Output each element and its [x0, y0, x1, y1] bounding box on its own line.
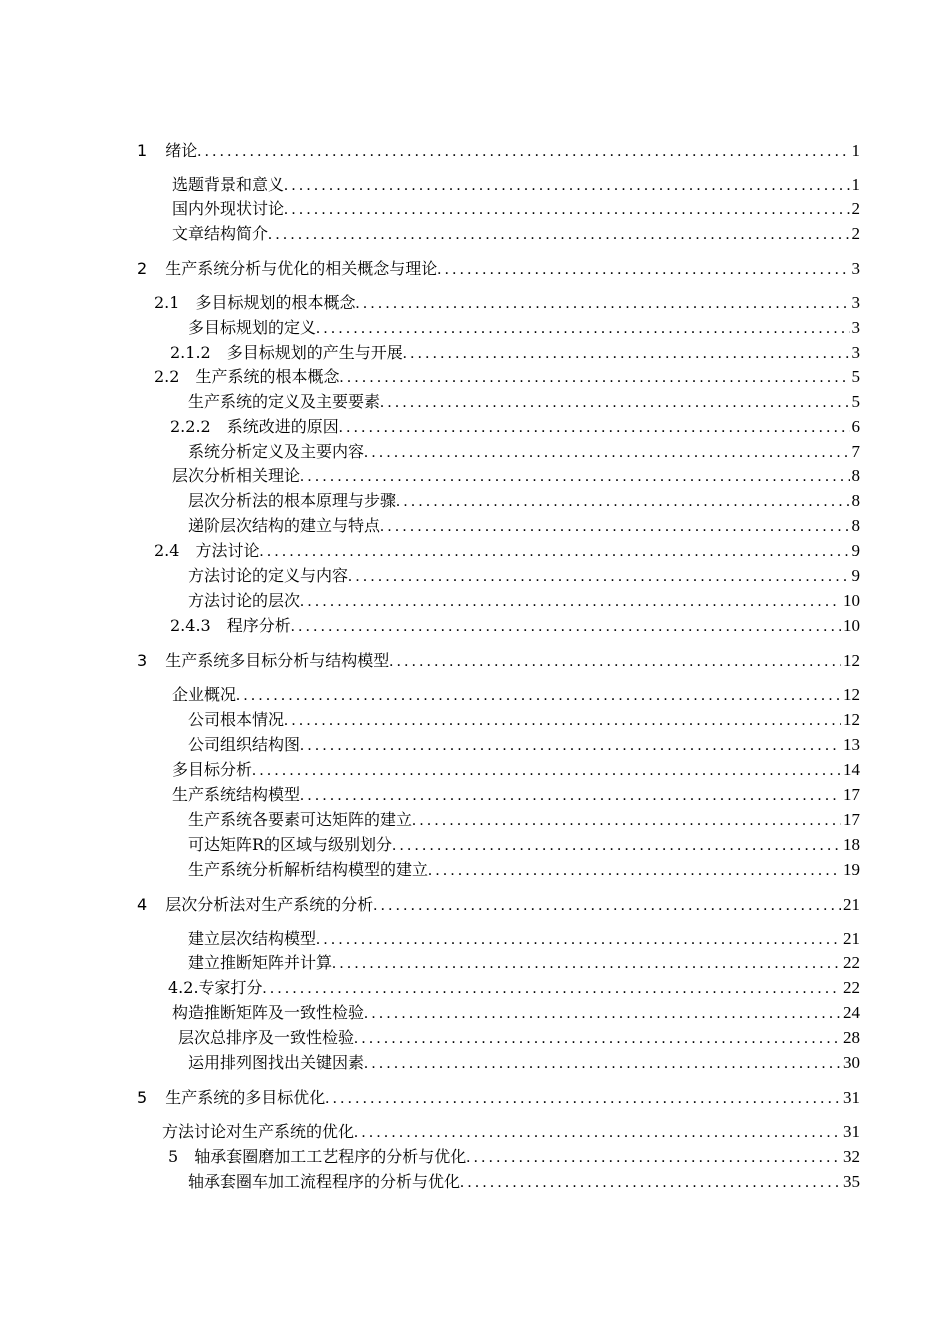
- toc-entry-title: 多目标分析: [172, 760, 253, 779]
- toc-entry-title: 生产系统结构模型: [172, 785, 301, 804]
- toc-dot-leader: [252, 759, 841, 783]
- toc-page-number: 14: [843, 760, 860, 779]
- toc-page-number: 12: [843, 710, 860, 729]
- toc-page-number: 13: [843, 735, 860, 754]
- toc-entry-number: 2.4: [154, 541, 180, 560]
- toc-page-number: 28: [843, 1028, 860, 1047]
- toc-entry[interactable]: [188, 514, 860, 538]
- toc-entry-number: 2.4.3: [170, 616, 211, 635]
- toc-entry-title: 层次分析法对生产系统的分析: [165, 895, 374, 914]
- toc-entry[interactable]: [172, 683, 860, 707]
- toc-entry[interactable]: [170, 614, 860, 638]
- toc-entry[interactable]: [137, 893, 860, 917]
- toc-dot-leader: [300, 590, 841, 614]
- toc-entry-title: 层次分析相关理论: [172, 466, 301, 485]
- toc-entry-title: 生产系统的多目标优化: [165, 1088, 326, 1107]
- toc-page-number: 1: [851, 141, 860, 160]
- toc-page-number: 30: [843, 1053, 860, 1072]
- toc-entry-title: 轴承套圈车加工流程程序的分析与优化: [188, 1172, 461, 1191]
- toc-entry[interactable]: [172, 1001, 860, 1025]
- toc-entry[interactable]: [188, 733, 860, 757]
- toc-entry-title: 企业概况: [172, 685, 237, 704]
- toc-page-number: 24: [843, 1003, 860, 1022]
- toc-entry[interactable]: [172, 173, 860, 197]
- toc-dot-leader: [291, 615, 841, 639]
- toc-entry[interactable]: [188, 489, 860, 513]
- toc-page-number: 21: [843, 929, 860, 948]
- toc-dot-leader: [412, 809, 841, 833]
- toc-page-number: 1: [851, 175, 860, 194]
- toc-entry-title: 方法讨论: [195, 541, 260, 560]
- toc-entry-title: 可达矩阵R的区域与级别划分: [188, 835, 393, 854]
- toc-entry-title: 生产系统的定义及主要要素: [188, 392, 381, 411]
- toc-dot-leader: [316, 317, 849, 341]
- toc-dot-leader: [380, 391, 849, 415]
- toc-dot-leader: [364, 1002, 841, 1026]
- toc-entry-title: 选题背景和意义: [172, 175, 285, 194]
- toc-entry[interactable]: [137, 139, 860, 163]
- toc-page-number: 18: [843, 835, 860, 854]
- toc-dot-leader: [300, 465, 849, 489]
- toc-entry-title: 方法讨论的定义与内容: [188, 566, 349, 585]
- toc-page-number: 35: [843, 1172, 860, 1191]
- toc-dot-leader: [236, 684, 841, 708]
- toc-dot-leader: [392, 834, 841, 858]
- toc-entry[interactable]: [188, 440, 860, 464]
- toc-page-number: 5: [851, 392, 860, 411]
- toc-entry[interactable]: [188, 589, 860, 613]
- toc-page-number: 3: [851, 343, 860, 362]
- toc-dot-leader: [354, 1121, 841, 1145]
- toc-entry-title: 构造推断矩阵及一致性检验: [172, 1003, 365, 1022]
- toc-entry[interactable]: [154, 539, 860, 563]
- toc-entry-title: 建立层次结构模型: [188, 929, 317, 948]
- toc-dot-leader: [437, 258, 849, 282]
- toc-entry-title: 方法讨论对生产系统的优化: [162, 1122, 355, 1141]
- toc-entry-title: 轴承套圈磨加工工艺程序的分析与优化: [194, 1147, 467, 1166]
- toc-entry[interactable]: [188, 316, 860, 340]
- toc-page-number: 6: [851, 417, 860, 436]
- toc-entry-title: 4.2.专家打分: [168, 978, 263, 997]
- toc-dot-leader: [466, 1146, 841, 1170]
- toc-dot-leader: [284, 198, 849, 222]
- toc-page-number: 3: [851, 318, 860, 337]
- toc-entry-title: 多目标规划的定义: [188, 318, 317, 337]
- toc-entry-title: 方法讨论的层次: [188, 591, 301, 610]
- toc-entry-number: 3: [137, 651, 148, 670]
- toc-entry-title: 程序分析: [226, 616, 291, 635]
- toc-page-number: 2: [851, 224, 860, 243]
- toc-page-number: 5: [851, 367, 860, 386]
- toc-entry-title: 文章结构简介: [172, 224, 269, 243]
- toc-entry[interactable]: [172, 783, 860, 807]
- toc-entry[interactable]: [172, 464, 860, 488]
- toc-dot-leader: [268, 223, 849, 247]
- toc-entry[interactable]: [188, 564, 860, 588]
- toc-page-number: 3: [851, 259, 860, 278]
- toc-entry-title: 多目标规划的根本概念: [195, 293, 356, 312]
- toc-entry-title: 系统分析定义及主要内容: [188, 442, 365, 461]
- toc-entry[interactable]: [172, 222, 860, 246]
- toc-dot-leader: [364, 1052, 841, 1076]
- toc-dot-leader: [316, 928, 841, 952]
- toc-entry-title: 生产系统各要素可达矩阵的建立: [188, 810, 413, 829]
- toc-entry[interactable]: [154, 365, 860, 389]
- toc-entry[interactable]: [168, 1145, 860, 1169]
- toc-entry-title: 建立推断矩阵并计算: [188, 953, 333, 972]
- toc-entry[interactable]: [188, 1051, 860, 1075]
- toc-entry-title: 递阶层次结构的建立与特点: [188, 516, 381, 535]
- toc-page-number: 22: [843, 953, 860, 972]
- toc-entry[interactable]: [162, 1120, 860, 1144]
- toc-entry[interactable]: [137, 257, 860, 281]
- toc-dot-leader: [380, 515, 849, 539]
- toc-entry[interactable]: [188, 1170, 860, 1194]
- toc-entry[interactable]: [170, 341, 860, 365]
- toc-entry[interactable]: [137, 649, 860, 673]
- toc-dot-leader: [355, 292, 849, 316]
- toc-entry-title: 层次分析法的根本原理与步骤: [188, 491, 397, 510]
- toc-dot-leader: [428, 859, 841, 883]
- toc-page-number: 2: [851, 199, 860, 218]
- toc-entry-title: 生产系统分析与优化的相关概念与理论: [165, 259, 438, 278]
- toc-entry-title: 层次总排序及一致性检验: [178, 1028, 355, 1047]
- toc-entry-number: 2.1.2: [170, 343, 211, 362]
- toc-entry[interactable]: [188, 808, 860, 832]
- toc-dot-leader: [354, 1027, 841, 1051]
- toc-dot-leader: [259, 540, 849, 564]
- toc-dot-leader: [325, 1087, 841, 1111]
- toc-entry[interactable]: [188, 833, 860, 857]
- toc-dot-leader: [284, 174, 849, 198]
- toc-dot-leader: [300, 784, 841, 808]
- toc-entry-title: 国内外现状讨论: [172, 199, 285, 218]
- toc-dot-leader: [364, 441, 849, 465]
- toc-dot-leader: [332, 952, 841, 976]
- toc-dot-leader: [389, 650, 841, 674]
- toc-page-number: 12: [843, 685, 860, 704]
- toc-entry[interactable]: [154, 291, 860, 315]
- toc-entry-title: 公司组织结构图: [188, 735, 301, 754]
- toc-entry[interactable]: [188, 390, 860, 414]
- toc-entry[interactable]: [172, 197, 860, 221]
- toc-page-number: 31: [843, 1122, 860, 1141]
- toc-entry-title: 生产系统分析解析结构模型的建立: [188, 860, 429, 879]
- toc-entry-number: 1: [137, 141, 148, 160]
- toc-dot-leader: [403, 342, 850, 366]
- toc-entry-title: 绪论: [165, 141, 198, 160]
- toc-entry-title: 运用排列图找出关键因素: [188, 1053, 365, 1072]
- toc-page-number: 32: [843, 1147, 860, 1166]
- toc-entry[interactable]: [172, 758, 860, 782]
- toc-page-number: 12: [843, 651, 860, 670]
- toc-dot-leader: [339, 366, 849, 390]
- toc-page-number: 9: [851, 566, 860, 585]
- toc-dot-leader: [284, 709, 841, 733]
- toc-dot-leader: [348, 565, 849, 589]
- toc-entry-number: 5: [137, 1088, 148, 1107]
- toc-page-number: 31: [843, 1088, 860, 1107]
- toc-page-number: 17: [843, 785, 860, 804]
- toc-entry[interactable]: [168, 976, 860, 1000]
- toc-entry-title: 多目标规划的产生与开展: [226, 343, 403, 362]
- toc-entry-number: 2.2.2: [170, 417, 211, 436]
- toc-page-number: 7: [851, 442, 860, 461]
- toc-entry[interactable]: [188, 927, 860, 951]
- toc-entry-title: 公司根本情况: [188, 710, 285, 729]
- toc-page-number: 19: [843, 860, 860, 879]
- toc-dot-leader: [339, 416, 850, 440]
- toc-entry-title: 系统改进的原因: [226, 417, 339, 436]
- toc-entry-title: 生产系统的根本概念: [195, 367, 340, 386]
- toc-entry-number: 2.2: [154, 367, 180, 386]
- toc-entry-title: 生产系统多目标分析与结构模型: [165, 651, 390, 670]
- toc-page-number: 8: [851, 491, 860, 510]
- toc-entry[interactable]: [137, 1086, 860, 1110]
- toc-dot-leader: [396, 490, 849, 514]
- toc-page-number: 3: [851, 293, 860, 312]
- toc-entry[interactable]: [188, 858, 860, 882]
- toc-dot-leader: [373, 894, 841, 918]
- toc-entry[interactable]: [170, 415, 860, 439]
- toc-page-number: 10: [843, 616, 860, 635]
- toc-page-number: 8: [851, 516, 860, 535]
- toc-entry[interactable]: [188, 951, 860, 975]
- toc-page-number: 17: [843, 810, 860, 829]
- toc-entry-number: 2.1: [154, 293, 180, 312]
- toc-entry-number: 4: [137, 895, 148, 914]
- toc-dot-leader: [300, 734, 841, 758]
- toc-page-number: 8: [851, 466, 860, 485]
- toc-entry-number: 2: [137, 259, 148, 278]
- toc-dot-leader: [197, 140, 849, 164]
- toc-page-number: 21: [843, 895, 860, 914]
- toc-page-number: 10: [843, 591, 860, 610]
- toc-dot-leader: [263, 977, 841, 1001]
- toc-entry-number: 5: [168, 1147, 179, 1166]
- toc-dot-leader: [460, 1171, 841, 1195]
- toc-entry[interactable]: [178, 1026, 860, 1050]
- toc-page-number: 9: [851, 541, 860, 560]
- toc-entry[interactable]: [188, 708, 860, 732]
- toc-page-number: 22: [843, 978, 860, 997]
